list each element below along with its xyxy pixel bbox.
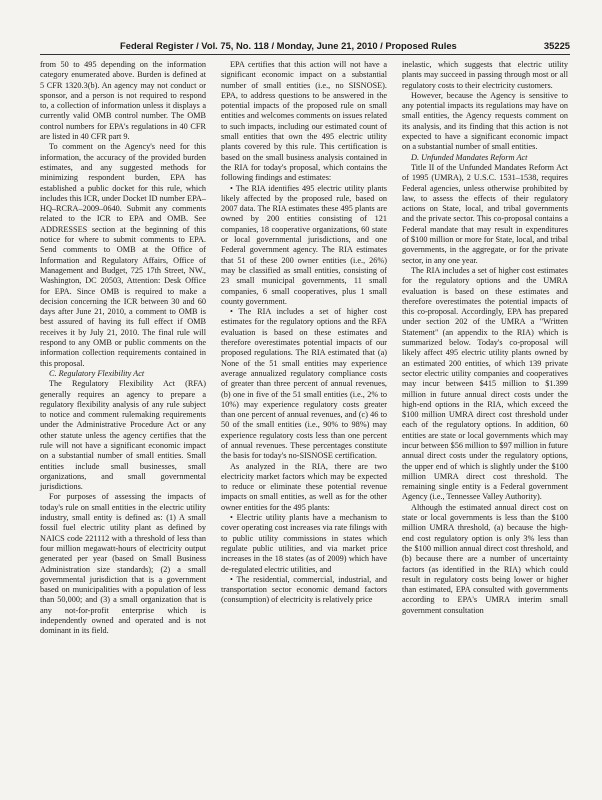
paragraph: The RIA includes a set of higher cost estimates for the regulatory options and the UMRA evaluation is based on these estimates and therefore overestimates the potential impacts of this co-proposal. Accordingly, EPA has prepared under section 202 of the UMRA a "Written Statement" (an appendix to the RIA) which is summarized below. Today's co-proposal will likely affect 495 electric utility plants owned by an estimated 200 entities, of which 139 private sector electric utility companies and cooperatives may incur between $415 million to $1.399 million in future annual direct costs under the high-end options in the RIA, which exceed the $100 million UMRA direct cost threshold under each of the regulatory options. In addition, 60 entities are state or local governments which may incur between $56 million to $97 million in future annual direct costs under the regulatory options, the upper end of which is slightly under the $100 million UMRA direct cost threshold. The remaining single entity is a Federal government Agency (i.e., Tennessee Valley Authority). xyxy=(402,265,568,502)
header-page-number: 35225 xyxy=(543,40,570,51)
section-heading: D. Unfunded Mandates Reform Act xyxy=(411,152,528,162)
header-publication-line: Federal Register / Vol. 75, No. 118 / Monday, June 21, 2010 / Proposed Rules xyxy=(120,40,457,51)
page-header xyxy=(40,40,570,53)
paragraph: from 50 to 495 depending on the information category enumerated above. Burden is defined at 5 CFR 1320.3(b). An agency may not conduct or sponsor, and a person is not required to respond to, a collection of information unless it displays a currently valid OMB control number. The OMB control numbers for EPA's regulations in 40 CFR are listed in 40 CFR part 9. xyxy=(40,60,206,142)
text-column-2 xyxy=(221,60,387,606)
bullet-paragraph: • The residential, commercial, industrial, and transportation sector economic demand factors (consumption) of electricity is relatively price xyxy=(221,574,387,605)
text-column-3 xyxy=(402,60,568,616)
bullet-paragraph: • The RIA identifies 495 electric utility plants likely affected by the proposed rule, based on 2007 data. The RIA estimates these 495 plants are owned by 200 entities consisting of 121 companies, 18 cooperative organizations, 60 state or local governmental jurisdictions, and one Federal government agency. The RIA estimates that 51 of these 200 owner entities (i.e., 26%) may be classified as small entities, consisting of 23 small municipal governments, 11 small companies, 6 small cooperatives, plus 1 small county government. xyxy=(221,183,387,306)
header-rule xyxy=(40,54,570,55)
bullet-paragraph: • Electric utility plants have a mechanism to cover operating cost increases via rate filings with to public utility commissions in states which regulate public utilities, and via market price increases in the 18 states (as of 2009) which have de-regulated electric utilities, and xyxy=(221,513,387,574)
bullet-paragraph: • The RIA includes a set of higher cost estimates for the regulatory options and the RFA evaluation is based on these estimates and therefore overestimates potential impacts of our proposed regulations. The RIA estimated that (a) None of the 51 small entities may experience average annualized regulatory compliance costs of greater than three percent of annual revenues, (b) one in five of the 51 small entities (i.e., 2% to 10%) may experience regulatory costs greater than one percent of annual revenues, and (c) 46 to 50 of the small entities (i.e., 90% to 98%) may experience regulatory costs less than one percent of annual revenues. These percentages constitute the basis for today's no-SISNOSE certification. xyxy=(221,307,387,461)
text-column-1 xyxy=(40,60,206,637)
paragraph: EPA certifies that this action will not have a significant economic impact on a substantial number of small entities (i.e., no SISNOSE). EPA, to address questions to be answered in the potential impacts of the proposed rule on small entities and welcomes comments on issues related to such impacts, including our estimated count of small entities that own the 495 electric utility plants covered by this rule. This certification is based on the small business analysis contained in the RIA for today's proposal, which contains the following findings and estimates: xyxy=(221,60,387,183)
paragraph: As analyzed in the RIA, there are two electricity market factors which may be expected to reduce or eliminate these potential revenue impacts on small entities, as well as for the other owner entities for the 495 plants: xyxy=(221,461,387,512)
section-heading: C. Regulatory Flexibility Act xyxy=(49,368,145,378)
paragraph: However, because the Agency is sensitive to any potential impacts its regulations may have on small entities, the Agency requests comment on its analysis, and its finding that this action is not expected to have a significant economic impact on a substantial number of small entities. xyxy=(402,90,568,152)
paragraph: Title II of the Unfunded Mandates Reform Act of 1995 (UMRA), 2 U.S.C. 1531–1538, requires Federal agencies, unless otherwise prohibited by law, to assess the effects of their regulatory actions on State, local, and tribal governments and the private sector. This co-proposal contains a Federal mandate that may result in expenditures of $100 million or more for State, local, and tribal governments, in the aggregate, or for the private sector, in any one year. xyxy=(402,162,568,265)
paragraph: The Regulatory Flexibility Act (RFA) generally requires an agency to prepare a regulatory flexibility analysis of any rule subject to notice and comment rulemaking requirements under the Administrative Procedure Act or any other statute unless the agency certifies that the rule will not have a significant economic impact on a substantial number of small entities. Small entities include small businesses, small organizations, and small governmental jurisdictions. xyxy=(40,379,206,492)
paragraph: Although the estimated annual direct cost on state or local governments is less than the $100 million UMRA threshold, (a) because the high-end cost regulatory option is only 3% less than the $100 million annual direct cost threshold, and (b) because there are a number of uncertainty factors (as identified in the RIA) which could result in regulatory costs being lower or higher than estimated, EPA consulted with governments according to EPA's UMRA interim small government consultation xyxy=(402,502,568,615)
paragraph: inelastic, which suggests that electric utility plants may succeed in passing through most or all regulatory costs to their electricity customers. xyxy=(402,60,568,90)
paragraph: To comment on the Agency's need for this information, the accuracy of the provided burden estimates, and any suggested methods for minimizing respondent burden, EPA has established a public docket for this rule, which includes this ICR, under Docket ID number EPA–HQ–RCRA–2009–0640. Submit any comments related to the ICR to EPA and OMB. See ADDRESSES section at the beginning of this notice for where to submit comments to EPA. Send comments to OMB at the Office of Information and Regulatory Affairs, Office of Management and Budget, 725 17th Street, NW., Washington, DC 20503, Attention: Desk Office for EPA. Since OMB is required to make a decision concerning the ICR between 30 and 60 days after June 21, 2010, a comment to OMB is best assured of having its full effect if OMB receives it by July 21, 2010. The final rule will respond to any OMB or public comments on the information collection requirements contained in this proposal. xyxy=(40,142,206,368)
paragraph: For purposes of assessing the impacts of today's rule on small entities in the electric utility industry, small entity is defined as: (1) A small fossil fuel electric utility plant as defined by NAICS code 221112 with a threshold of less than four million megawatt-hours of electricity output generated per year (based on Small Business Administration size standards); (2) a small governmental jurisdiction that is a government based on municipalities with a population of less than 50,000; and (3) a small organization that is any not-for-profit enterprise which is independently owned and operated and is not dominant in its field. xyxy=(40,492,206,636)
